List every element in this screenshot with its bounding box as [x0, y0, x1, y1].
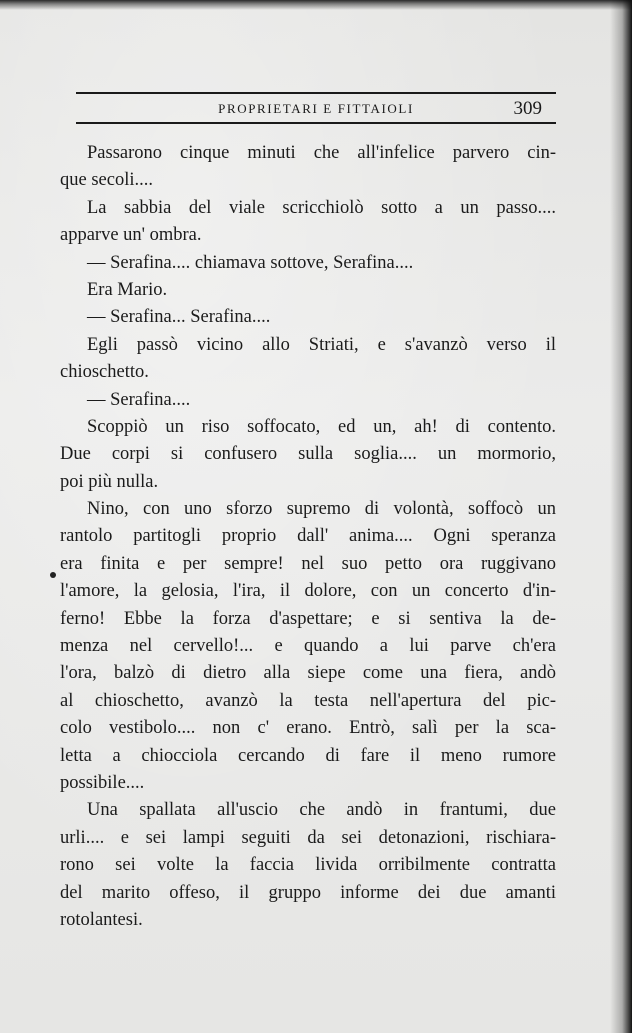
page-gutter-shadow — [610, 0, 632, 1033]
text-line: del marito offeso, il gruppo informe dei due amanti — [60, 882, 556, 903]
text-line: chioschetto. — [60, 362, 149, 383]
running-header — [76, 92, 556, 126]
text-line: rotolantesi. — [60, 909, 143, 930]
text-line: Passarono cinque minuti che all'infelice parvero cin- — [87, 143, 556, 163]
text-line: menza nel cervello!... e quando a lui parve ch'era — [60, 636, 556, 657]
text-line: l'amore, la gelosia, l'ira, il dolore, con un concerto d'in- — [60, 581, 556, 602]
text-line: Scoppiò un riso soffocato, ed un, ah! di contento. — [87, 416, 556, 437]
text-line: Egli passò vicino allo Striati, e s'avanzò verso il — [87, 334, 556, 355]
text-line: que secoli.... — [60, 170, 153, 191]
text-line: — Serafina.... — [87, 389, 191, 410]
text-line: ferno! Ebbe la forza d'aspettare; e si sentiva la de- — [60, 608, 556, 629]
text-line: Due corpi si confusero sulla soglia.... un mormorio, — [60, 444, 556, 465]
text-line: apparve un' ombra. — [60, 225, 202, 246]
header-rule-top — [76, 92, 556, 94]
page-top-shadow — [0, 0, 632, 10]
text-line: urli.... e sei lampi seguiti da sei detonazioni, rischiara- — [60, 827, 556, 848]
text-line: possibile.... — [60, 772, 145, 793]
text-line: rono sei volte la faccia livida orribilmente contratta — [60, 855, 556, 876]
page-number: 309 — [513, 98, 542, 119]
text-line: Era Mario. — [87, 279, 168, 300]
text-line: letta a chiocciola cercando di fare il meno rumore — [60, 745, 556, 766]
body-text — [60, 140, 556, 934]
header-rule-bottom — [76, 122, 556, 124]
text-line: al chioschetto, avanzò la testa nell'apertura del pic- — [60, 690, 556, 711]
text-line: La sabbia del viale scricchiolò sotto a un passo.... — [87, 197, 556, 218]
text-line: poi più nulla. — [60, 471, 159, 492]
text-line: — Serafina... Serafina.... — [87, 307, 271, 328]
text-line: colo vestibolo.... non c' erano. Entrò, salì per la sca- — [60, 718, 556, 739]
margin-mark — [50, 572, 56, 578]
text-line: Nino, con uno sforzo supremo di volontà, soffocò un — [87, 499, 556, 520]
text-line: Una spallata all'uscio che andò in frantumi, due — [87, 800, 556, 821]
text-line: l'ora, balzò di dietro alla siepe come una fiera, andò — [60, 663, 556, 684]
text-line: — Serafina.... chiamava sottove, Serafina.... — [87, 252, 414, 273]
text-line: era finita e per sempre! nel suo petto ora ruggivano — [60, 553, 556, 574]
running-title: PROPRIETARI E FITTAIOLI — [218, 101, 414, 116]
text-line: rantolo partitogli proprio dall' anima.... Ogni speranza — [60, 526, 556, 547]
